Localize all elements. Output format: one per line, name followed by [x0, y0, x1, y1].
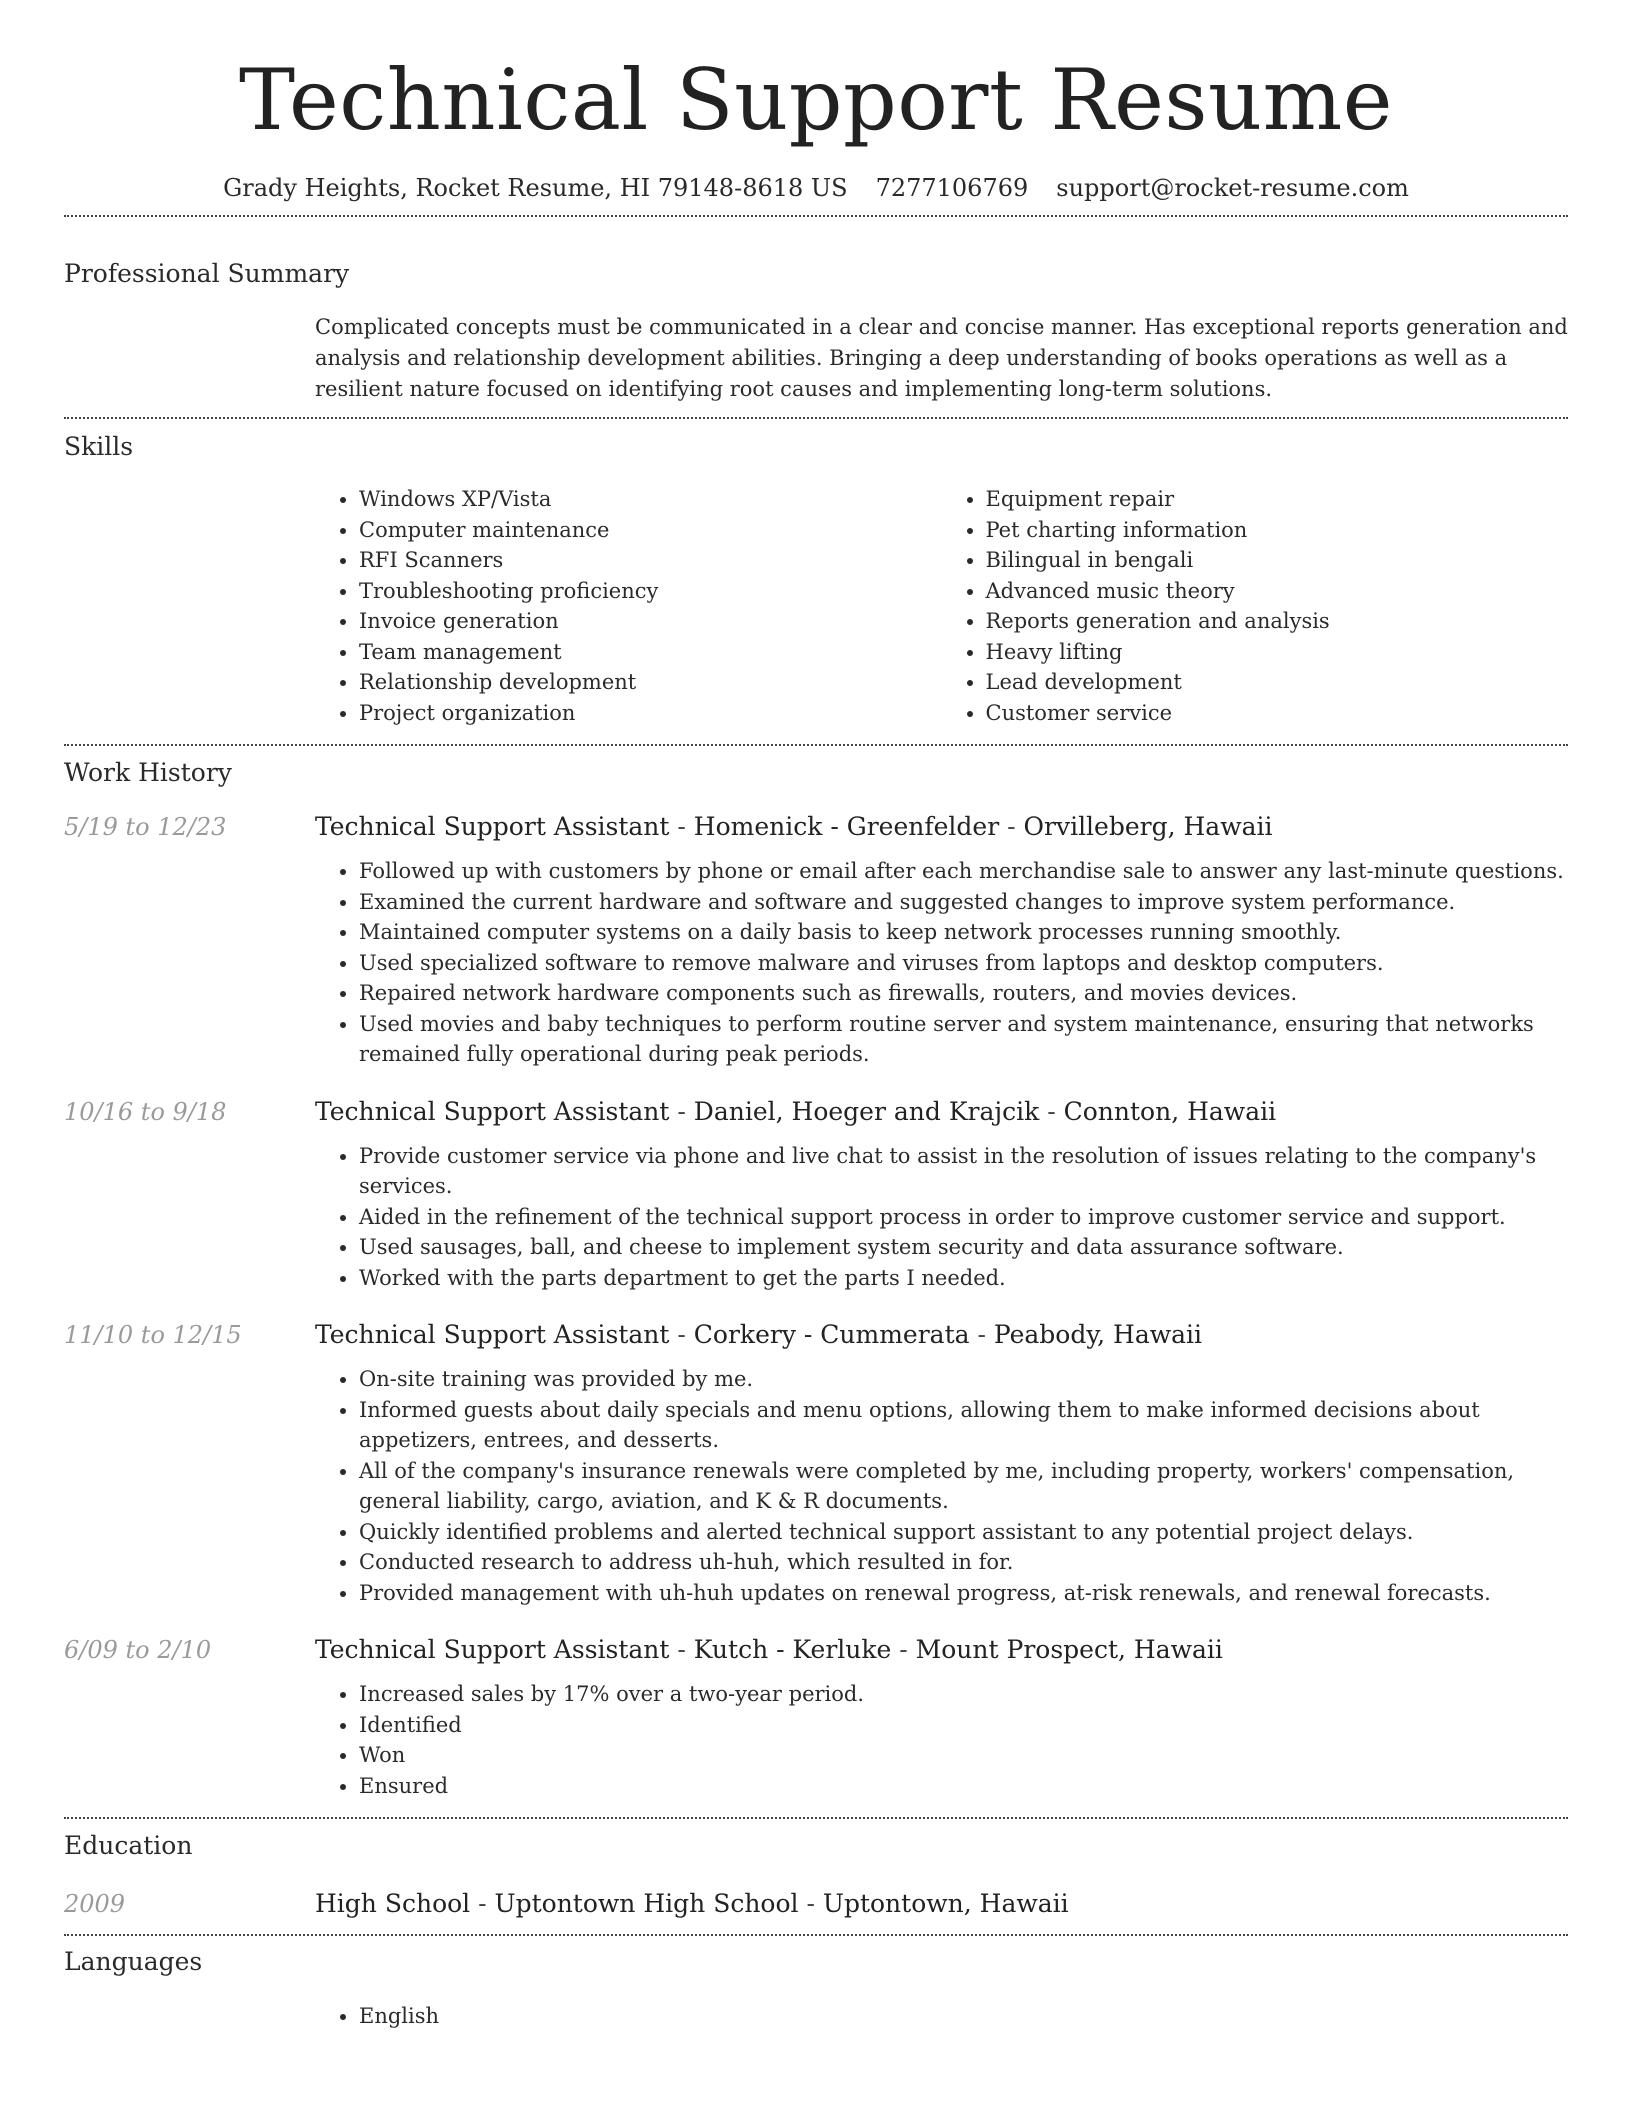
education-heading: Education — [64, 1831, 193, 1860]
divider — [64, 744, 1568, 746]
skill-item: • Advanced music theory — [986, 576, 1569, 607]
job-position: Technical Support Assistant — [315, 812, 670, 841]
job-location: Connton, Hawaii — [1063, 1096, 1277, 1126]
contact-line — [64, 174, 1568, 208]
skill-item: • Invoice generation — [359, 606, 942, 637]
contact-phone: 7277106769 — [875, 174, 1029, 202]
job-dates: 11/10 to 12/15 — [64, 1321, 242, 1349]
summary-text: Complicated concepts must be communicated in a clear and concise manner. Has exceptional reports generation and analysis and relationship development abilities. Bringing a deep understanding of books operations as well as a resilient nature focused on identifying root causes and implementing long-term solutions. — [315, 315, 1568, 401]
contact-address: Grady Heights, Rocket Resume, HI 79148-8618 US — [223, 174, 848, 202]
job-company: Corkery - Cummerata — [693, 1320, 970, 1349]
job-bullets — [315, 1141, 1568, 1294]
job-dates: 5/19 to 12/23 — [64, 813, 227, 841]
education-location: Uptontown, Hawaii — [822, 1889, 1069, 1918]
divider — [64, 215, 1568, 217]
resume-title: Technical Support Resume — [239, 51, 1393, 149]
job-bullet: • Provide customer service via phone and live chat to assist in the resolution of issues relating to the company's services. — [359, 1141, 1568, 1202]
skill-item: • Customer service — [986, 698, 1569, 729]
language-item: • English — [359, 2001, 1568, 2032]
job-bullets — [315, 1364, 1568, 1608]
skill-item: • Team management — [359, 637, 942, 668]
job-bullet: • Used movies and baby techniques to perform routine server and system maintenance, ensuring that networks remained fully operational during peak periods. — [359, 1009, 1568, 1070]
job-position: Technical Support Assistant — [315, 1096, 670, 1126]
skill-item: • Bilingual in bengali — [986, 545, 1569, 576]
job-bullet: • Examined the current hardware and software and suggested changes to improve system performance. — [359, 887, 1568, 918]
job-bullet: • Provided management with uh-huh updates on renewal progress, at-risk renewals, and renewal forecasts. — [359, 1578, 1568, 1609]
languages-spacer — [64, 2001, 315, 2032]
job-bullets — [315, 856, 1568, 1070]
job-dates: 6/09 to 2/10 — [64, 1636, 212, 1664]
job-bullet: • Used sausages, ball, and cheese to implement system security and data assurance software. — [359, 1232, 1568, 1263]
job-bullet: • Followed up with customers by phone or email after each merchandise sale to answer any last-minute questions. — [359, 856, 1568, 887]
work-history-list — [64, 812, 1568, 1801]
job-title: Technical Support Assistant - Homenick - Greenfelder - Orvilleberg, Hawaii — [315, 812, 1273, 841]
skill-item: • RFI Scanners — [359, 545, 942, 576]
skills-list-right — [942, 484, 1569, 728]
job-bullet: • Used specialized software to remove malware and viruses from laptops and desktop computers. — [359, 948, 1568, 979]
job-entry — [64, 1635, 1568, 1801]
job-bullet: • Increased sales by 17% over a two-year period. — [359, 1679, 1568, 1710]
job-entry — [64, 1320, 1568, 1608]
job-location: Peabody, Hawaii — [993, 1320, 1203, 1349]
skills-list-left — [315, 484, 942, 728]
skill-item: • Relationship development — [359, 667, 942, 698]
skill-item: • Pet charting information — [986, 515, 1569, 546]
skill-item: • Project organization — [359, 698, 942, 729]
job-bullet: • Informed guests about daily specials and menu options, allowing them to make informed decisions about appetizers, entrees, and desserts. — [359, 1395, 1568, 1456]
job-bullet: • Identified — [359, 1710, 1568, 1741]
job-company: Daniel, Hoeger and Krajcik — [693, 1096, 1040, 1126]
divider — [64, 417, 1568, 419]
job-company: Kutch - Kerluke — [693, 1635, 892, 1664]
job-bullet: • All of the company's insurance renewals were completed by me, including property, workers' compensation, general liability, cargo, aviation, and K & R documents. — [359, 1456, 1568, 1517]
job-bullet: • Conducted research to address uh-huh, which resulted in for. — [359, 1547, 1568, 1578]
job-bullet: • Worked with the parts department to get the parts I needed. — [359, 1263, 1568, 1294]
education-degree: High School — [315, 1889, 471, 1918]
skill-item: • Equipment repair — [986, 484, 1569, 515]
job-position: Technical Support Assistant — [315, 1320, 670, 1349]
job-bullet: • On-site training was provided by me. — [359, 1364, 1568, 1395]
job-bullet: • Quickly identified problems and alerted technical support assistant to any potential project delays. — [359, 1517, 1568, 1548]
divider — [64, 1934, 1568, 1936]
job-dates: 10/16 to 9/18 — [64, 1097, 227, 1126]
languages-heading: Languages — [64, 1947, 203, 1976]
skills-heading: Skills — [64, 432, 134, 461]
skill-item: • Computer maintenance — [359, 515, 942, 546]
job-company: Homenick - Greenfelder — [693, 812, 1000, 841]
skill-item: • Windows XP/Vista — [359, 484, 942, 515]
contact-email: support@rocket-resume.com — [1056, 174, 1409, 202]
skill-item: • Reports generation and analysis — [986, 606, 1569, 637]
job-title: Technical Support Assistant - Daniel, Hoeger and Krajcik - Connton, Hawaii — [315, 1096, 1277, 1126]
job-bullet: • Ensured — [359, 1771, 1568, 1802]
job-location: Mount Prospect, Hawaii — [915, 1635, 1223, 1664]
skill-item: • Lead development — [986, 667, 1569, 698]
job-bullet: • Aided in the refinement of the technical support process in order to improve customer service and support. — [359, 1202, 1568, 1233]
job-bullet: • Won — [359, 1740, 1568, 1771]
summary-spacer — [64, 312, 315, 405]
languages-list — [315, 2001, 1568, 2032]
education-school: Uptontown High School — [494, 1889, 799, 1918]
divider — [64, 1817, 1568, 1819]
job-position: Technical Support Assistant — [315, 1635, 670, 1664]
job-bullet: • Maintained computer systems on a daily basis to keep network processes running smoothly. — [359, 917, 1568, 948]
job-title: Technical Support Assistant - Kutch - Kerluke - Mount Prospect, Hawaii — [315, 1635, 1223, 1664]
work-heading: Work History — [64, 758, 232, 787]
skills-spacer — [64, 484, 315, 728]
skill-item: • Troubleshooting proficiency — [359, 576, 942, 607]
resume-page — [64, 0, 1568, 2032]
education-title: High School - Uptontown High School - Uptontown, Hawaii — [315, 1889, 1069, 1918]
job-title: Technical Support Assistant - Corkery - Cummerata - Peabody, Hawaii — [315, 1320, 1203, 1349]
education-year: 2009 — [64, 1890, 126, 1918]
skill-item: • Heavy lifting — [986, 637, 1569, 668]
summary-heading: Professional Summary — [64, 259, 350, 288]
job-location: Orvilleberg, Hawaii — [1023, 812, 1273, 841]
job-bullets — [315, 1679, 1568, 1801]
job-entry — [64, 1097, 1568, 1294]
job-bullet: • Repaired network hardware components such as firewalls, routers, and movies devices. — [359, 978, 1568, 1009]
job-entry — [64, 812, 1568, 1070]
